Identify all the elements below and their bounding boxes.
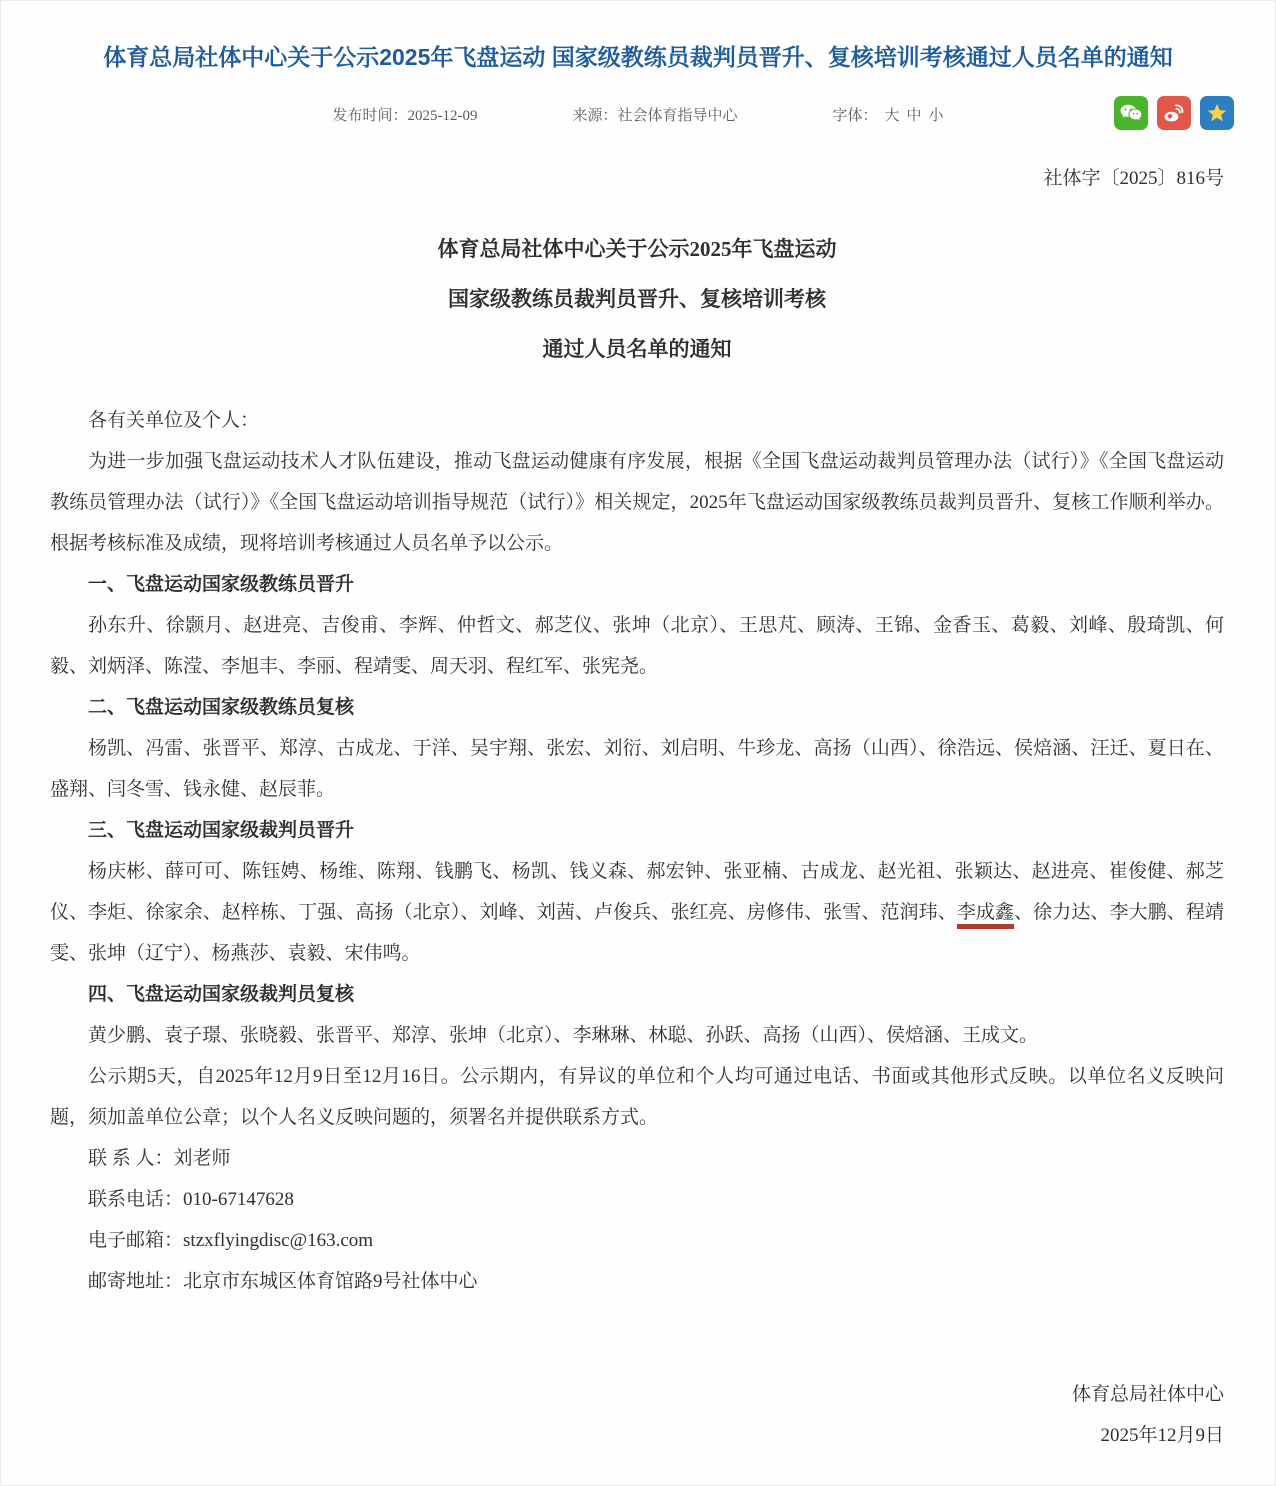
share-bar bbox=[1114, 96, 1234, 130]
contact-email-row bbox=[50, 1220, 1224, 1261]
section4-names: 黄少鹏、袁子璟、张晓毅、张晋平、郑淳、张坤（北京）、李琳琳、林聪、孙跃、高扬（山西）、侯焙涵、王成文。 bbox=[88, 1025, 1039, 1047]
wechat-share-icon[interactable] bbox=[1114, 96, 1148, 130]
contact-person-label: 联 系 人： bbox=[88, 1148, 174, 1170]
signature-date: 2025年12月9日 bbox=[1100, 1425, 1224, 1447]
intro-paragraph: 为进一步加强飞盘运动技术人才队伍建设，推动飞盘运动健康有序发展，根据《全国飞盘运动裁判员管理办法（试行）》《全国飞盘运动教练员管理办法（试行）》《全国飞盘运动培训指导规范（试行）》相关规定，2025年飞盘运动国家级教练员裁判员晋升、复核工作顺利举办。根据考核标准及成绩，现将培训考核通过人员名单予以公示。 bbox=[50, 451, 1224, 555]
weibo-share-icon[interactable] bbox=[1157, 96, 1191, 130]
doc-number: 社体字〔2025〕816号 bbox=[1043, 168, 1224, 190]
contact-phone-value: 010-67147628 bbox=[183, 1189, 294, 1211]
contact-phone-label: 联系电话： bbox=[88, 1189, 184, 1211]
section3-names bbox=[50, 851, 1224, 974]
doc-heading-line-2: 国家级教练员裁判员晋升、复核培训考核 bbox=[448, 287, 826, 312]
section2-names: 杨凯、冯雷、张晋平、郑淳、古成龙、于洋、吴宇翔、张宏、刘衍、刘启明、牛珍龙、高扬（山西）、徐浩远、侯焙涵、汪迁、夏日在、盛翔、闫冬雪、钱永健、赵辰菲。 bbox=[50, 738, 1224, 801]
section3-heading: 三、飞盘运动国家级裁判员晋升 bbox=[88, 820, 355, 842]
section1-heading: 一、飞盘运动国家级教练员晋升 bbox=[88, 574, 355, 596]
signature-org: 体育总局社体中心 bbox=[1071, 1384, 1224, 1406]
contact-email-label: 电子邮箱： bbox=[88, 1230, 184, 1252]
doc-heading-line-1: 体育总局社体中心关于公示2025年飞盘运动 bbox=[437, 237, 837, 262]
source-label: 来源： bbox=[572, 107, 618, 124]
font-size-small-button[interactable]: 小 bbox=[928, 107, 944, 124]
section3-names-after: 、徐力达、李大鹏、程靖雯、张坤（辽宁）、杨燕莎、袁毅、宋伟鸣。 bbox=[50, 902, 1224, 965]
contact-address-label: 邮寄地址： bbox=[88, 1271, 184, 1293]
contact-person-row bbox=[50, 1138, 1224, 1179]
contact-address-row bbox=[50, 1261, 1224, 1302]
publish-time-label: 发布时间： bbox=[332, 107, 408, 124]
source-value: 社会体育指导中心 bbox=[617, 107, 738, 124]
contact-person-value: 刘老师 bbox=[173, 1148, 231, 1170]
contact-address-value: 北京市东城区体育馆路9号社体中心 bbox=[183, 1271, 478, 1293]
article-header bbox=[0, 42, 1276, 133]
salutation: 各有关单位及个人： bbox=[88, 410, 260, 432]
font-size-large-button[interactable]: 大 bbox=[884, 107, 900, 124]
highlighted-name: 李成鑫 bbox=[957, 902, 1014, 929]
contact-email-value: stzxflyingdisc@163.com bbox=[183, 1230, 374, 1252]
publish-time-value: 2025-12-09 bbox=[407, 107, 478, 124]
doc-heading bbox=[50, 224, 1224, 374]
qzone-share-icon[interactable] bbox=[1200, 96, 1234, 130]
section3-names-before: 杨庆彬、薛可可、陈钰娉、杨维、陈翔、钱鹏飞、杨凯、钱义森、郝宏钟、张亚楠、古成龙、赵光祖、张颖达、赵进亮、崔俊健、郝芝仪、李炬、徐家余、赵梓栋、丁强、高扬（北京）、刘峰、刘茜、卢俊兵、张红亮、房修伟、张雪、范润玮、 bbox=[50, 861, 1224, 924]
section1-names: 孙东升、徐颢月、赵进亮、吉俊甫、李辉、仲哲文、郝芝仪、张坤（北京）、王思芃、顾涛、王锦、金香玉、葛毅、刘峰、殷琦凯、何毅、刘炳泽、陈滢、李旭丰、李丽、程靖雯、周天羽、程红军、张宪尧。 bbox=[50, 615, 1224, 678]
notice-period-paragraph: 公示期5天，自2025年12月9日至12月16日。公示期内，有异议的单位和个人均可通过电话、书面或其他形式反映。以单位名义反映问题，须加盖单位公章；以个人名义反映问题的，须署名并提供联系方式。 bbox=[50, 1066, 1224, 1129]
contact-phone-row bbox=[50, 1179, 1224, 1220]
meta-bar bbox=[0, 95, 1276, 133]
publish-time bbox=[332, 104, 477, 125]
doc-heading-line-3: 通过人员名单的通知 bbox=[542, 337, 732, 362]
page-title: 体育总局社体中心关于公示2025年飞盘运动 国家级教练员裁判员晋升、复核培训考核通过人员名单的通知 bbox=[103, 44, 1173, 70]
font-size-label: 字体： bbox=[832, 107, 878, 124]
section2-heading: 二、飞盘运动国家级教练员复核 bbox=[88, 697, 355, 719]
section4-heading: 四、飞盘运动国家级裁判员复核 bbox=[88, 984, 355, 1006]
source bbox=[572, 104, 737, 125]
font-size-medium-button[interactable]: 中 bbox=[906, 107, 922, 124]
signature-block bbox=[50, 1374, 1224, 1456]
font-size-switcher bbox=[832, 104, 943, 125]
document-body bbox=[0, 163, 1276, 1456]
